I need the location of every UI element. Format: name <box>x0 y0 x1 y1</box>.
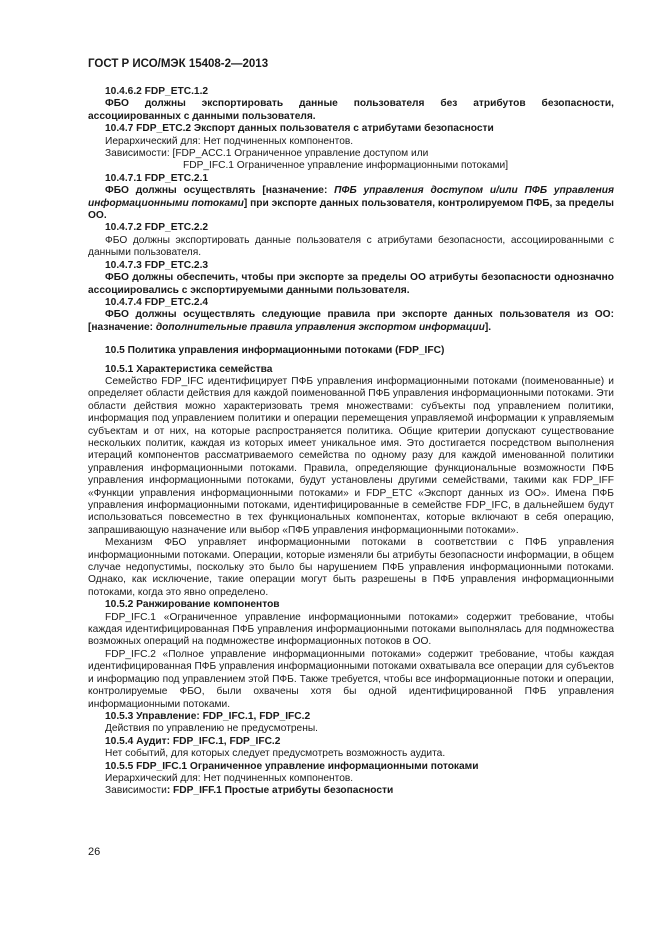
element-text-part: ]. <box>484 321 492 333</box>
document-header: ГОСТ Р ИСО/МЭК 15408-2—2013 <box>88 58 269 70</box>
subsection-heading: 10.5.1 Характеристика семейства <box>105 363 273 375</box>
subsection-heading: 10.5.4 Аудит: FDP_IFC.1, FDP_IFC.2 <box>105 735 281 747</box>
element-text: ФБО должны экспортировать данные пользователя без атрибутов безопасности, ассоциированных с данными пользователя. <box>88 98 614 122</box>
section-title: 10.5 Политика управления информационными потоками (FDP_IFC) <box>105 345 445 357</box>
element-number: 10.4.7.1 FDP_ETC.2.1 <box>105 172 209 184</box>
dependencies-block <box>88 148 614 173</box>
hierarchical-line: Иерархический для: Нет подчиненных компонентов. <box>105 772 354 784</box>
element-text: ФБО должны экспортировать данные пользователя с атрибутами безопасности, ассоциированными с данными пользователя. <box>88 234 614 259</box>
element-text-part: ФБО должны осуществлять [назначение: <box>105 185 335 197</box>
element-number: 10.4.7.3 FDP_ETC.2.3 <box>105 259 209 271</box>
body-paragraph: FDP_IFC.1 «Ограниченное управление информационными потоками» содержит требование, чтобы каждая идентифицированная ПФБ управления информационными потоками выполнялась для подмножества возможных операций на подмножестве информационных потоков в ОО. <box>88 611 614 648</box>
body-paragraph: Семейство FDP_IFC идентифицирует ПФБ управления информационными потоками (поименованные) и определяет области действия для каждой поименованной ПФБ управления информационными потоками. Эти области действия можно характеризовать тремя множествами: субъекты под управлением политики, информация под управлением политики и операции перемещения управляемой информации к управляемым субъектам и от них, на которые распространяется политика. Общие критерии допускают существование нескольких политик, каждая из которых имеет уникальное имя. Это достигается посредством выполнения итераций компонентов рассматриваемого семейства по одному разу для каждой именованной политики управления информационными потоками. Правила, определяющие функциональные возможности ПФБ управления информационными потоками, будут установлены другими семействами, такими как FDP_IFF «Функции управления информационными потоками» и FDP_ETC «Экспорт данных из ОО». Имена ПФБ управления информационными потоками, идентифицированные в семействе FDP_IFC, в дальнейшем будут использоваться повсеместно в тех функциональных компонентах, которые включают в себя операцию, запрашивающую назначение или выбор «ПФБ управления информационными потоками». <box>88 375 614 536</box>
element-text-part: ФБО должны осуществлять следующие правила при экспорте данных пользователя из ОО: [назначение: <box>88 309 614 333</box>
element-number: 10.4.6.2 FDP_ETC.1.2 <box>105 86 209 97</box>
element-text <box>88 309 614 334</box>
body-paragraph: Механизм ФБО управляет информационными потоками в соответствии с ПФБ управления информационными потоками. Операции, которые изменяли бы атрибуты безопасности информации, в общем случае недопустимы, поскольку это было бы нарушением ПФБ управления информационными потоками. Однако, как исключение, такие операции могут быть разрешены в ПФБ управления информационными потоками, когда это явно определено. <box>88 537 615 598</box>
dependencies-line-1: Зависимости: [FDP_ACC.1 Ограниченное управление доступом или <box>105 148 429 160</box>
dependencies-label: Зависимости <box>105 785 167 797</box>
page-number: 26 <box>88 846 101 858</box>
element-number: 10.4.7.2 FDP_ETC.2.2 <box>105 222 209 234</box>
body-paragraph: FDP_IFC.2 «Полное управление информационными потоками» содержит требование, чтобы каждая идентифицированная ПФБ управления информационными потоками охватывала все операции для субъектов и информацию под управлением этой ПФБ. Также требуется, чтобы все информационные потоки и операции, контролируемые ФБО, были охвачены хотя бы одной идентифицированной ПФБ управления информационными потоками. <box>88 648 614 710</box>
dependencies-line <box>88 785 614 797</box>
hierarchical-line: Иерархический для: Нет подчиненных компонентов. <box>105 135 354 147</box>
assignment-italic: ПФБ управления доступом и/или ПФБ управления информационными потоками <box>88 185 615 209</box>
element-text-part: ] при экспорте данных пользователя, контролируемом ПФБ, за пределы ОО. <box>88 197 614 222</box>
component-heading: 10.5.5 FDP_IFC.1 Ограниченное управление информационными потоками <box>105 760 479 772</box>
element-text: ФБО должны обеспечить, чтобы при экспорте за пределы ОО атрибуты безопасности однозначно ассоциировались с экспортируемыми данными пользователя. <box>88 272 614 296</box>
body-paragraph: Действия по управлению не предусмотрены. <box>105 723 318 735</box>
element-number: 10.4.7.4 FDP_ETC.2.4 <box>105 296 209 308</box>
dependencies-colon: : FDP_IFF.1 Простые атрибуты безопасности <box>166 785 394 797</box>
document-body <box>88 86 614 798</box>
subsection-heading: 10.5.3 Управление: FDP_IFC.1, FDP_IFC.2 <box>105 710 311 722</box>
dependencies-line-2: FDP_IFC.1 Ограниченное управление информационными потоками] <box>183 160 509 172</box>
body-paragraph: Нет событий, для которых следует предусмотреть возможность аудита. <box>105 748 446 760</box>
element-text <box>88 185 614 222</box>
assignment-italic: дополнительные правила управления экспортом информации <box>155 321 485 333</box>
subsection-heading: 10.5.2 Ранжирование компонентов <box>105 599 280 611</box>
component-heading: 10.4.7 FDP_ETC.2 Экспорт данных пользователя с атрибутами безопасности <box>105 123 494 135</box>
